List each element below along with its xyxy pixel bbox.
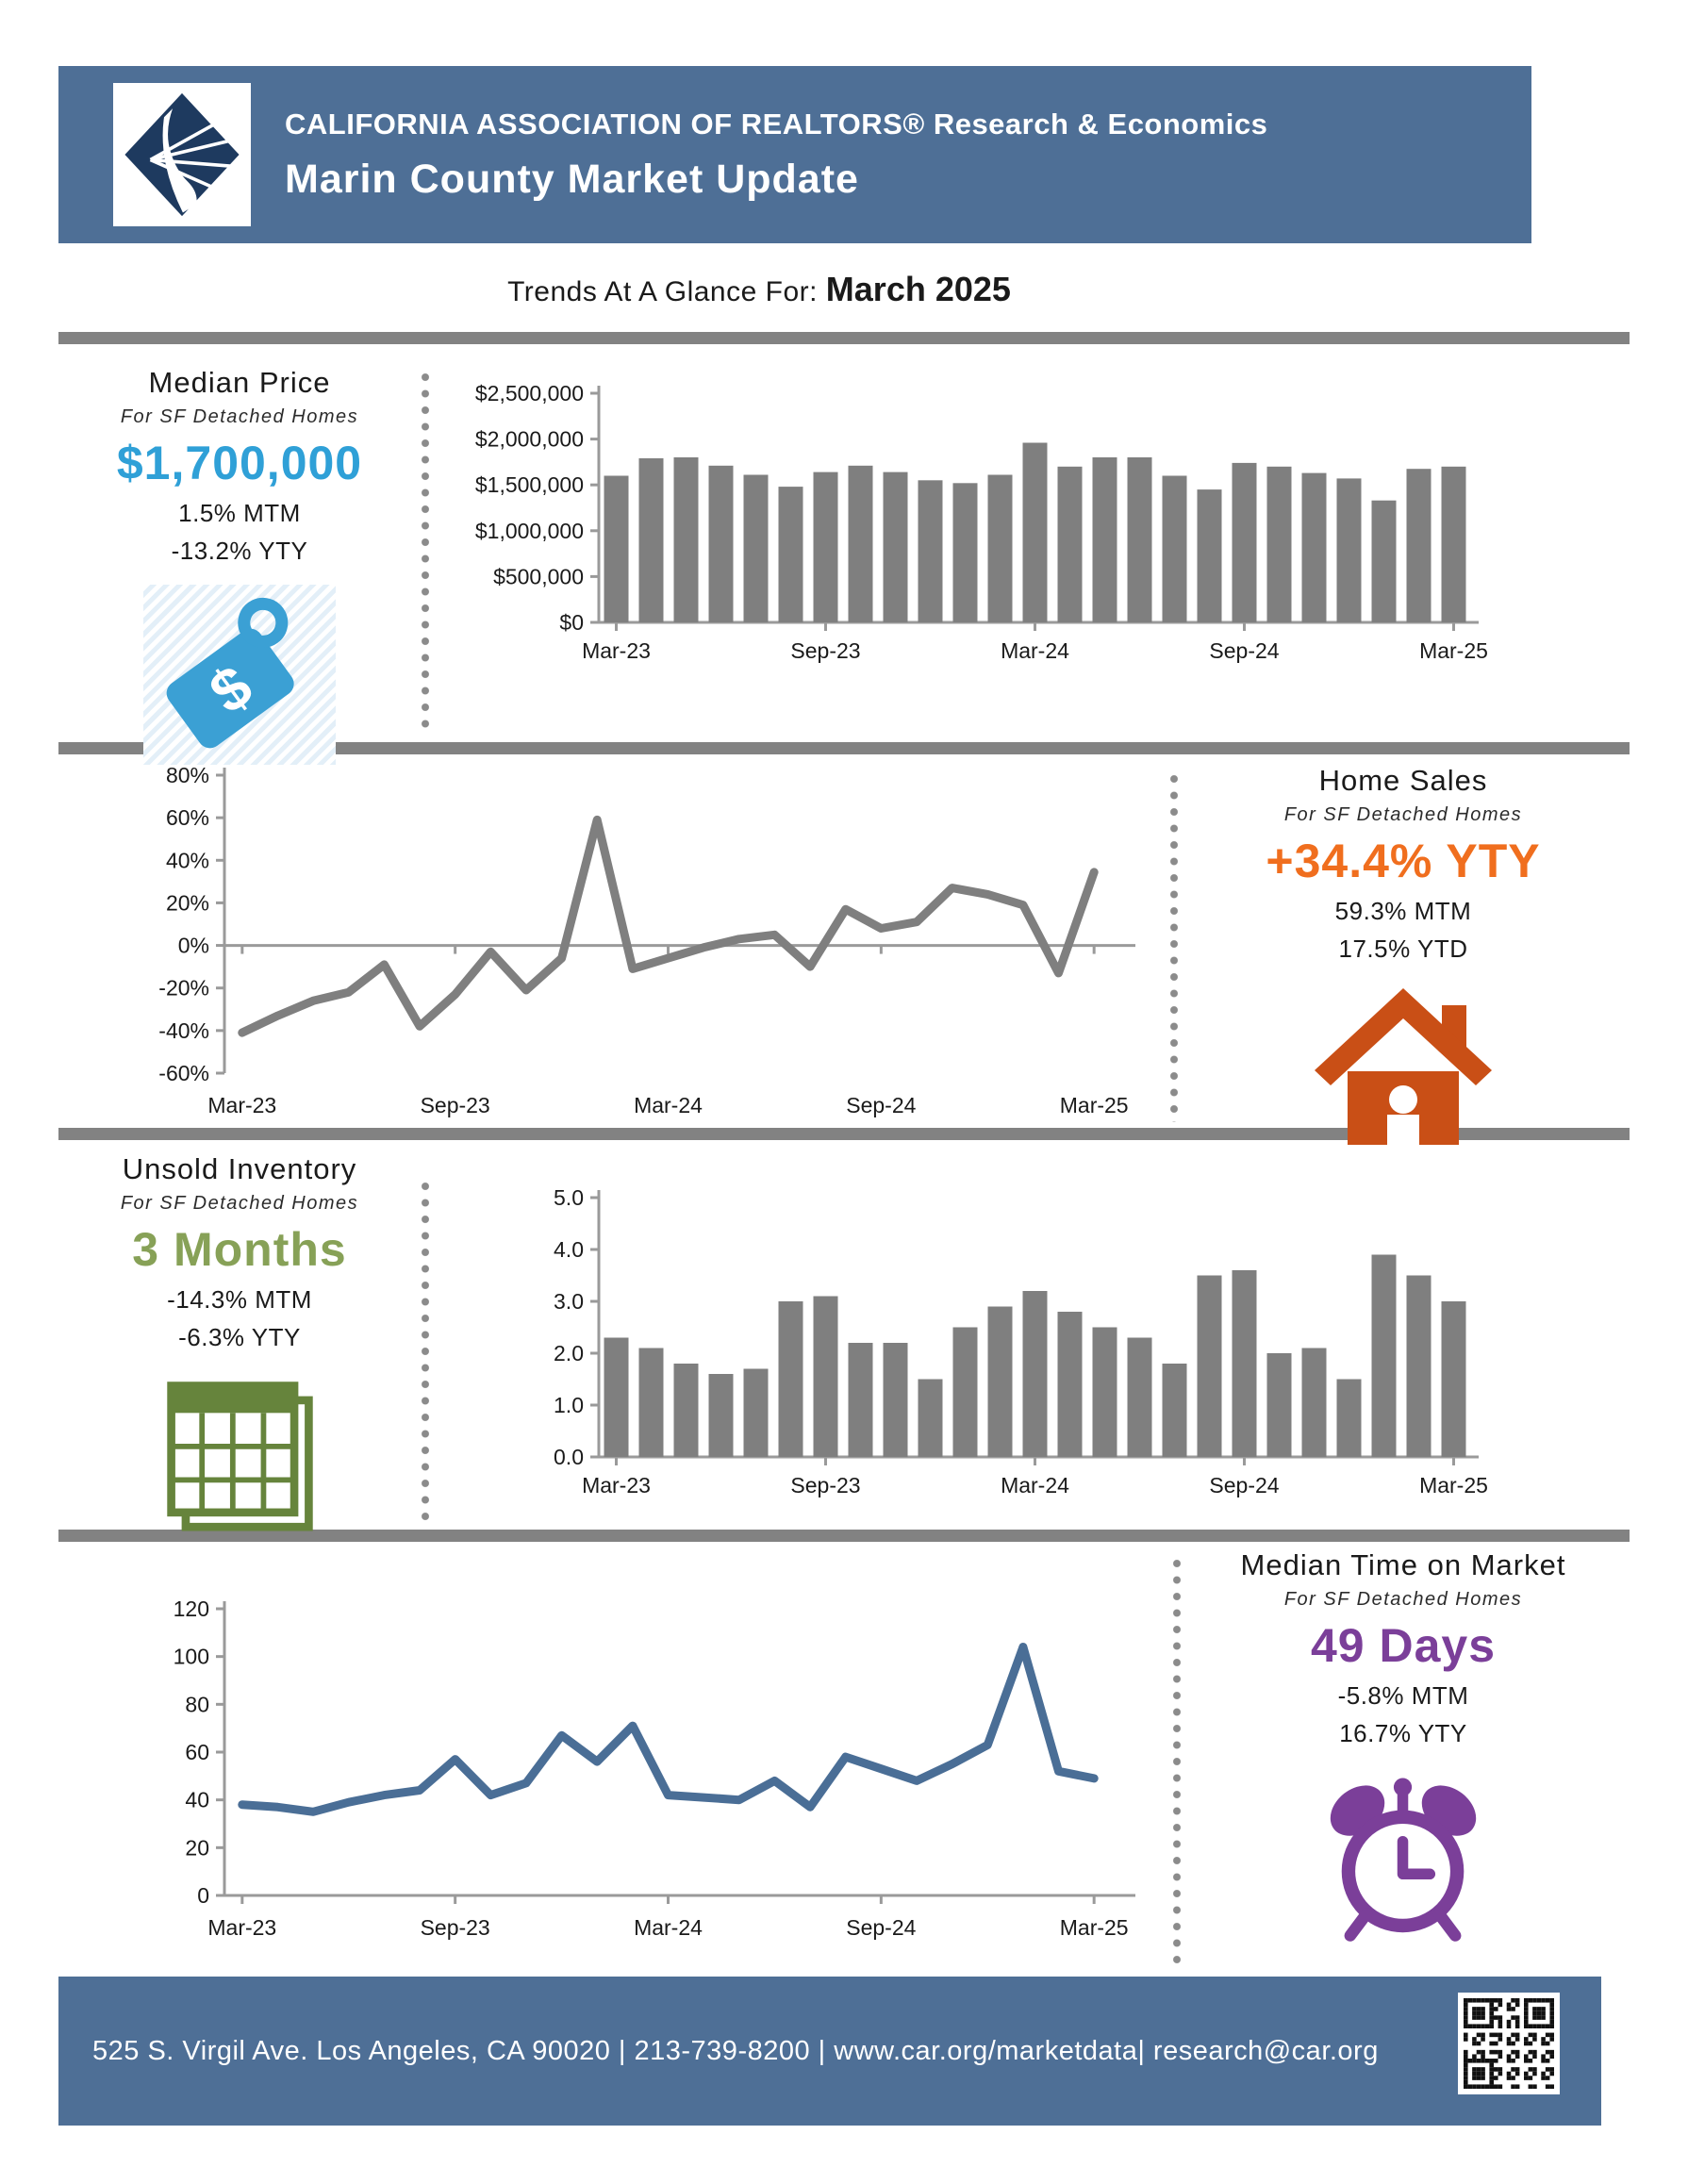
svg-text:Sep-23: Sep-23 [790,638,861,663]
stat-mtm: 1.5% MTM [178,499,301,527]
svg-text:Mar-25: Mar-25 [1059,1915,1129,1940]
svg-text:20: 20 [185,1835,209,1861]
svg-text:-60%: -60% [158,1061,209,1085]
panel-title: Home Sales [1318,764,1488,797]
footer-contact: 525 S. Virgil Ave. Los Angeles, CA 90020 | 213-739-8200 | www.car.org/marketdata| research@car.org [92,2035,1379,2066]
unsold-inventory-chart [420,1181,1490,1506]
alarm-clock-icon [1190,1767,1616,1948]
svg-text:Sep-23: Sep-23 [420,1093,490,1117]
stat-ytd: 17.5% YTD [1338,935,1468,963]
trends-label: Trends At A Glance For: [507,276,818,307]
unsold-inventory-value: 3 Months [132,1223,347,1276]
trends-month: March 2025 [825,270,1011,308]
svg-text:Mar-23: Mar-23 [582,638,651,663]
stat-yty: -13.2% YTY [171,537,308,565]
svg-text:0: 0 [197,1883,209,1908]
price-tag-icon [58,585,421,765]
svg-text:2.0: 2.0 [554,1341,584,1365]
stat-yty: -6.3% YTY [178,1323,301,1351]
calendar-icon [58,1371,421,1536]
svg-text:Sep-24: Sep-24 [1209,638,1280,663]
svg-text:80%: 80% [165,763,209,787]
dotted-separator [1172,1556,1182,1969]
stat-mtm: 59.3% MTM [1334,897,1472,925]
svg-text:Mar-25: Mar-25 [1059,1093,1129,1117]
house-icon [1190,983,1616,1145]
org-name: CALIFORNIA ASSOCIATION OF REALTORS® Research & Economics [285,108,1268,141]
svg-text:0%: 0% [177,933,209,958]
car-logo-icon [120,90,244,220]
svg-text:Mar-25: Mar-25 [1419,638,1488,663]
svg-text:40: 40 [185,1787,209,1812]
svg-text:Mar-25: Mar-25 [1419,1473,1488,1497]
panel-title: Unsold Inventory [122,1152,357,1185]
svg-text:1.0: 1.0 [554,1393,584,1417]
panel-title: Median Time on Market [1240,1548,1566,1581]
svg-text:20%: 20% [165,890,209,916]
stat-mtm: -14.3% MTM [167,1285,312,1314]
panel-subtitle: For SF Detached Homes [1283,1589,1523,1610]
svg-text:4.0: 4.0 [554,1237,584,1262]
panel-title: Median Price [148,366,331,399]
svg-text:Mar-23: Mar-23 [582,1473,651,1497]
stat-yty: 16.7% YTY [1339,1719,1467,1747]
svg-text:$0: $0 [559,610,584,635]
svg-text:-40%: -40% [158,1018,209,1043]
svg-text:40%: 40% [165,848,209,873]
panel-subtitle: For SF Detached Homes [1283,804,1523,825]
footer-bar [58,1977,1601,2126]
svg-text:100: 100 [173,1644,209,1669]
svg-text:80: 80 [185,1692,209,1717]
svg-text:Mar-24: Mar-24 [634,1915,703,1940]
car-logo [113,83,251,226]
svg-text:Mar-24: Mar-24 [1001,1473,1069,1497]
trends-title [311,270,1207,309]
svg-text:Mar-23: Mar-23 [207,1915,277,1940]
svg-text:-20%: -20% [158,975,209,1001]
svg-text:$500,000: $500,000 [493,564,584,589]
svg-text:5.0: 5.0 [554,1185,584,1210]
home-sales-panel [1190,764,1616,1145]
stat-mtm: -5.8% MTM [1337,1681,1469,1710]
home-sales-value: +34.4% YTY [1266,835,1541,887]
median-price-chart [420,375,1490,687]
svg-text:120: 120 [173,1597,209,1621]
svg-text:Mar-24: Mar-24 [634,1093,703,1117]
qr-code [1458,1993,1560,2094]
svg-text:Sep-24: Sep-24 [846,1915,917,1940]
unsold-inventory-panel [58,1152,421,1536]
time-on-market-value: 49 Days [1310,1619,1497,1672]
svg-text:0.0: 0.0 [554,1445,584,1469]
svg-text:$: $ [197,652,265,727]
svg-text:Sep-24: Sep-24 [1209,1473,1280,1497]
svg-text:3.0: 3.0 [554,1289,584,1314]
svg-text:Mar-24: Mar-24 [1001,638,1069,663]
median-price-panel [58,366,421,765]
svg-text:$2,500,000: $2,500,000 [474,381,584,405]
dotted-separator [1169,771,1179,1122]
time-on-market-chart [85,1580,1169,1947]
panel-subtitle: For SF Detached Homes [120,406,359,427]
svg-text:Sep-23: Sep-23 [420,1915,490,1940]
svg-text:Mar-23: Mar-23 [207,1093,277,1117]
home-sales-chart [85,750,1169,1127]
svg-text:$1,000,000: $1,000,000 [474,518,584,543]
svg-text:Sep-24: Sep-24 [846,1093,917,1117]
svg-text:Sep-23: Sep-23 [790,1473,861,1497]
time-on-market-panel [1190,1548,1616,1948]
svg-text:$2,000,000: $2,000,000 [474,426,584,452]
svg-text:60%: 60% [165,805,209,831]
svg-text:$1,500,000: $1,500,000 [474,472,584,498]
svg-text:60: 60 [185,1740,209,1764]
section-divider [58,332,1630,344]
median-price-value: $1,700,000 [116,437,363,489]
panel-subtitle: For SF Detached Homes [120,1193,359,1214]
header-banner [58,66,1531,243]
report-title: Marin County Market Update [285,157,859,202]
